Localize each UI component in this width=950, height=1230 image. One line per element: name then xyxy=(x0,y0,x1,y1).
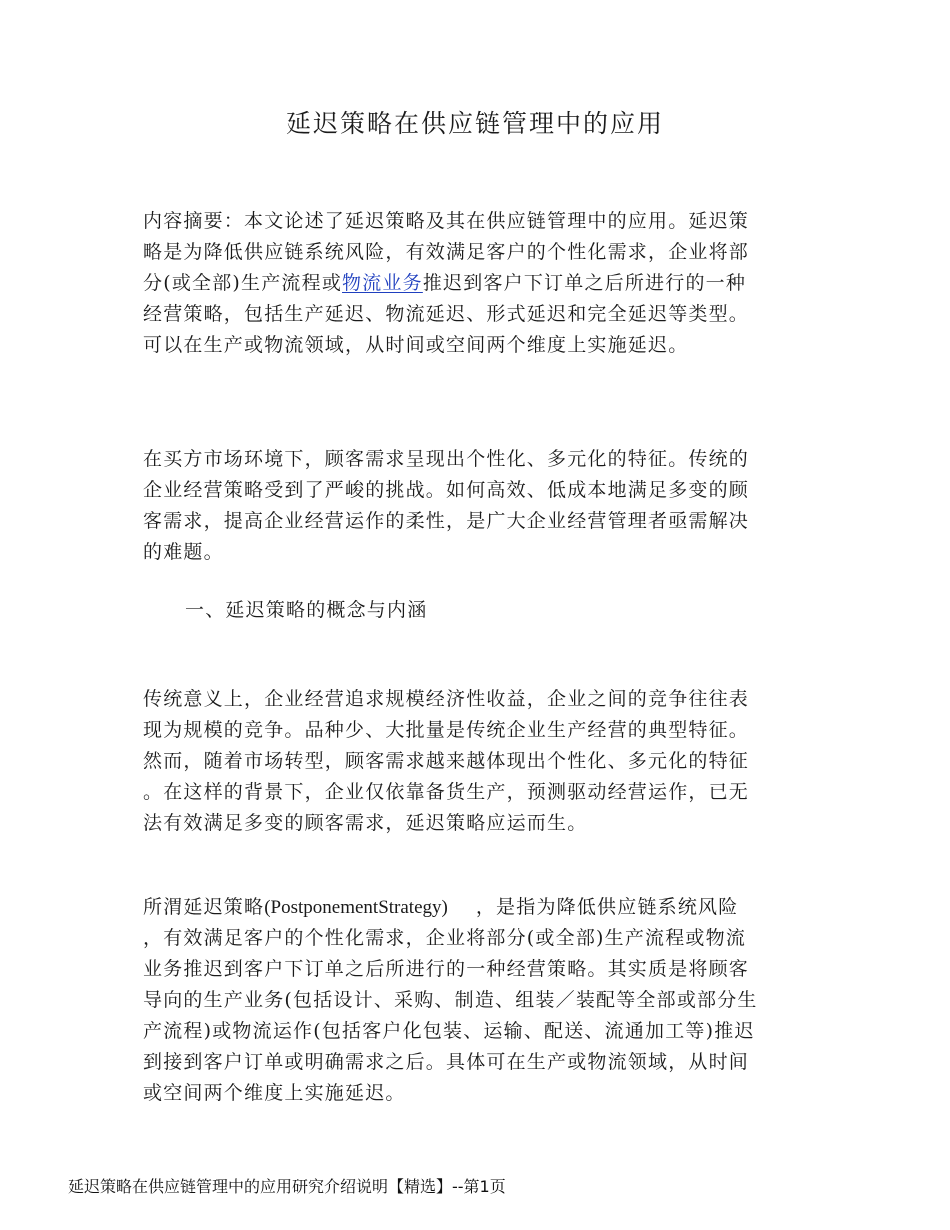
abstract-line xyxy=(143,268,805,299)
body-line: 传统意义上，企业经营追求规模经济性收益，企业之间的竞争往往表 xyxy=(143,688,750,710)
definition-line xyxy=(143,892,805,923)
abstract-line: 经营策略，包括生产延迟、物流延迟、形式延迟和完全延迟等类型。 xyxy=(143,303,750,325)
logistics-business-link[interactable]: 物流业务 xyxy=(342,272,423,294)
definition-line: 业务推迟到客户下订单之后所进行的一种经营策略。其实质是将顾客 xyxy=(143,958,750,980)
body-line: 。在这样的背景下，企业仅依靠备货生产，预测驱动经营运作，已无 xyxy=(143,781,750,803)
body-line: 然而，随着市场转型，顾客需求越来越体现出个性化、多元化的特征 xyxy=(143,750,750,772)
intro-line: 的难题。 xyxy=(143,541,224,563)
section-heading: 一、延迟策略的概念与内涵 xyxy=(185,599,428,621)
english-term: (PostponementStrategy) xyxy=(264,897,448,918)
definition-paragraph xyxy=(143,892,805,1109)
abstract-text: 推迟到客户下订单之后所进行的一种 xyxy=(422,272,747,294)
definition-line: 到接到客户订单或明确需求之后。具体可在生产或物流领域，从时间 xyxy=(143,1051,750,1073)
abstract-line: 内容摘要：本文论述了延迟策略及其在供应链管理中的应用。延迟策 xyxy=(143,210,750,232)
page-footer: 延迟策略在供应链管理中的应用研究介绍说明【精选】--第1页 xyxy=(68,1177,506,1196)
body-line: 现为规模的竞争。品种少、大批量是传统企业生产经营的典型特征。 xyxy=(143,719,750,741)
abstract-line: 略是为降低供应链系统风险，有效满足客户的个性化需求，企业将部 xyxy=(143,241,750,263)
definition-line: 产流程)或物流运作(包括客户化包装、运输、配送、流通加工等)推迟 xyxy=(143,1020,755,1042)
abstract-paragraph xyxy=(143,206,805,361)
definition-text: ，是指为降低供应链系统风险 xyxy=(475,896,739,918)
definition-line: 导向的生产业务(包括设计、采购、制造、组装／装配等全部或部分生 xyxy=(143,989,758,1011)
body-paragraph xyxy=(143,684,805,839)
definition-line: 或空间两个维度上实施延迟。 xyxy=(143,1082,406,1104)
definition-text: 所渭延迟策略 xyxy=(143,896,265,918)
intro-line: 在买方市场环境下，顾客需求呈现出个性化、多元化的特征。传统的 xyxy=(143,448,750,470)
intro-line: 企业经营策略受到了严峻的挑战。如何高效、低成本地满足多变的顾 xyxy=(143,479,750,501)
intro-line: 客需求，提高企业经营运作的柔性，是广大企业经营管理者亟需解决 xyxy=(143,510,750,532)
body-line: 法有效满足多变的顾客需求，延迟策略应运而生。 xyxy=(143,812,588,834)
abstract-line: 可以在生产或物流领域，从时间或空间两个维度上实施延迟。 xyxy=(143,334,689,356)
definition-line: ，有效满足客户的个性化需求，企业将部分(或全部)生产流程或物流 xyxy=(143,927,747,949)
intro-paragraph xyxy=(143,444,805,568)
page-title: 延迟策略在供应链管理中的应用 xyxy=(285,109,664,138)
abstract-text: 分(或全部)生产流程或 xyxy=(143,272,343,294)
